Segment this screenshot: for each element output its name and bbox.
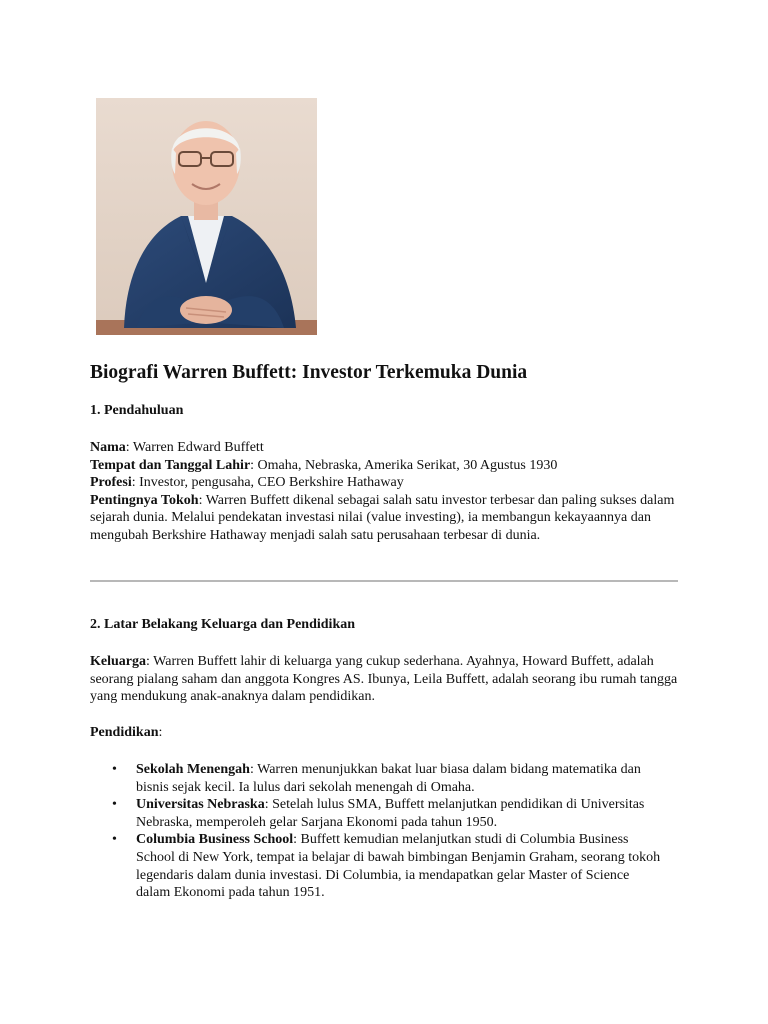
- family-label: Keluarga: [90, 654, 146, 669]
- field-name: [90, 439, 680, 457]
- section-heading-background: 2. Latar Belakang Keluarga dan Pendidikan: [90, 617, 356, 632]
- list-item: [90, 831, 666, 901]
- field-value: : Warren Edward Buffett: [125, 440, 264, 455]
- horizontal-divider: [90, 580, 678, 582]
- bullet-icon: •: [112, 762, 117, 777]
- introduction-fields: [90, 439, 680, 545]
- field-label: Pentingnya Tokoh: [90, 492, 199, 508]
- field-value: : Omaha, Nebraska, Amerika Serikat, 30 Agustus 1930: [250, 457, 558, 473]
- education-item-text: : Setelah lulus SMA, Buffett melanjutkan pendidikan di Universitas Nebraska, memperoleh gelar Sarjana Ekonomi pada tahun 1950.: [136, 797, 645, 830]
- education-item-label: Sekolah Menengah: [136, 762, 250, 777]
- education-label: Pendidikan: [90, 725, 159, 740]
- education-list: [90, 761, 680, 902]
- field-label: Profesi: [90, 475, 132, 491]
- field-profession: [90, 474, 680, 492]
- field-importance: [90, 492, 680, 545]
- family-text: : Warren Buffett lahir di keluarga yang cukup sederhana. Ayahnya, Howard Buffett, adalah seorang pialang saham dan anggota Kongres AS. Ibunya, Leila Buffett, adalah seorang ibu rumah tangga yang mendukung anak-anaknya dalam pendidikan.: [90, 654, 678, 705]
- education-colon: :: [158, 725, 163, 740]
- field-label: Tempat dan Tanggal Lahir: [90, 457, 251, 473]
- education-item-text: : Warren menunjukkan bakat luar biasa dalam bidang matematika dan bisnis sejak kecil. Ia lulus dari sekolah menengah di Omaha.: [136, 762, 641, 795]
- education-item-label: Universitas Nebraska: [136, 797, 265, 813]
- portrait-photo: [96, 98, 317, 335]
- field-value: : Warren Buffett dikenal sebagai salah satu investor terbesar dan paling sukses dalam sejarah dunia. Melalui pendekatan investasi nilai (value investing), ia membangun kekayaannya dan mengubah Berkshire Hathaway menjadi salah satu perusahaan terbesar di dunia.: [90, 492, 675, 543]
- portrait-icon: [96, 98, 317, 335]
- list-item: [90, 761, 666, 796]
- page-title: Biografi Warren Buffett: Investor Terkemuka Dunia: [90, 362, 528, 383]
- education-item-label: Columbia Business School: [136, 832, 294, 848]
- field-label: Nama: [90, 440, 126, 455]
- field-value: : Investor, pengusaha, CEO Berkshire Hathaway: [131, 475, 404, 491]
- family-paragraph: [90, 653, 680, 706]
- field-birth: [90, 457, 680, 475]
- list-item: [90, 796, 666, 831]
- education-item-text: : Buffett kemudian melanjutkan studi di Columbia Business School di New York, tempat ia belajar di bawah bimbingan Benjamin Graham, seorang tokoh legendaris dalam dunia investasi. Di Columbia, ia mendapatkan gelar Master of Science dalam Ekonomi pada tahun 1951.: [136, 832, 661, 901]
- education-label-line: [90, 725, 162, 741]
- bullet-icon: •: [112, 832, 117, 848]
- section-heading-introduction: 1. Pendahuluan: [90, 403, 184, 418]
- bullet-icon: •: [112, 797, 117, 813]
